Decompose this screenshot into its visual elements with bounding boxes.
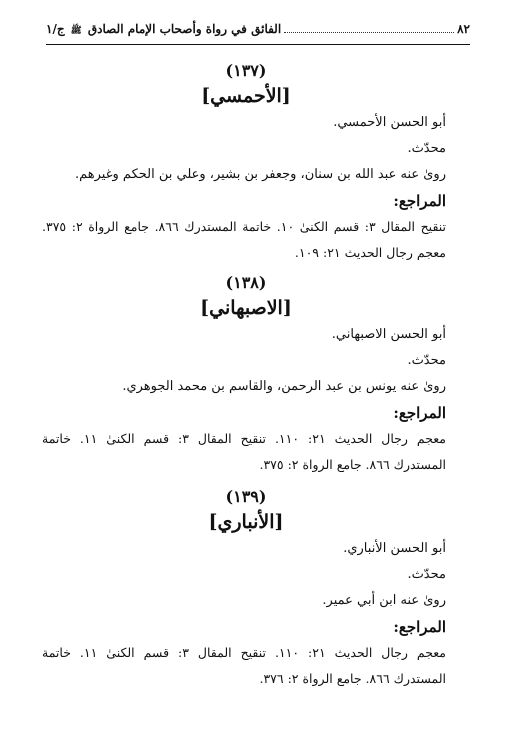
references-title: المراجع: <box>393 192 446 210</box>
running-title <box>46 22 281 38</box>
salawat-symbol: ﷺ <box>70 26 82 36</box>
running-header <box>46 22 470 44</box>
entry-number: (١٣٨) <box>225 273 267 292</box>
entry-kunya: أبو الحسن الأحمسي. <box>333 115 446 130</box>
entry-heading: [الاصبهاني] <box>200 297 292 319</box>
entry-138 <box>42 272 446 478</box>
entry-narrators: رویٰ عنه ابن أبي عمير. <box>322 593 446 608</box>
entry-heading: [الأنباري] <box>208 511 284 533</box>
entry-heading: [الأحمسي] <box>201 85 291 107</box>
entry-kunya: أبو الحسن الاصبهاني. <box>331 327 446 342</box>
running-title-text: الفائق في رواة وأصحاب الإمام الصادق <box>87 22 282 36</box>
header-leader-dots <box>284 32 454 33</box>
entry-narrators: رویٰ عنه يونس بن عبد الرحمن، والقاسم بن محمد الجوهري. <box>122 379 446 394</box>
entry-status: محدّث. <box>407 141 446 156</box>
entry-number: (١٣٩) <box>225 487 267 506</box>
entry-137 <box>42 60 447 266</box>
references-title: المراجع: <box>393 618 446 636</box>
references-title: المراجع: <box>393 404 446 422</box>
entry-narrators: رویٰ عنه عبد الله بن سنان، وجعفر بن بشير، وعلي بن الحكم وغيرهم. <box>74 167 446 182</box>
entry-139 <box>42 486 446 692</box>
volume-label: ج/١ <box>46 22 65 36</box>
entry-status: محدّث. <box>407 567 446 582</box>
references-text: تنقيح المقال ٣: قسم الكنىٰ ١٠. خاتمة المستدرك ٨٦٦. جامع الرواة ٢: ٣٧٥. معجم رجال الحديث ٢١: ١٠٩. <box>42 219 447 260</box>
page-number: ٨٢ <box>457 22 470 36</box>
header-rule <box>46 44 470 45</box>
entry-number: (١٣٧) <box>225 61 267 80</box>
entry-kunya: أبو الحسن الأنباري. <box>343 541 446 556</box>
references-text: معجم رجال الحديث ٢١: ١١٠. تنقيح المقال ٣: قسم الكنىٰ ١١. خاتمة المستدرك ٨٦٦. جامع الرواة ٢: ٣٧٥. <box>42 431 446 472</box>
entry-status: محدّث. <box>407 353 446 368</box>
references-text: معجم رجال الحديث ٢١: ١١٠. تنقيح المقال ٣: قسم الكنىٰ ١١. خاتمة المستدرك ٨٦٦. جامع الرواة ٢: ٣٧٦. <box>42 645 446 686</box>
